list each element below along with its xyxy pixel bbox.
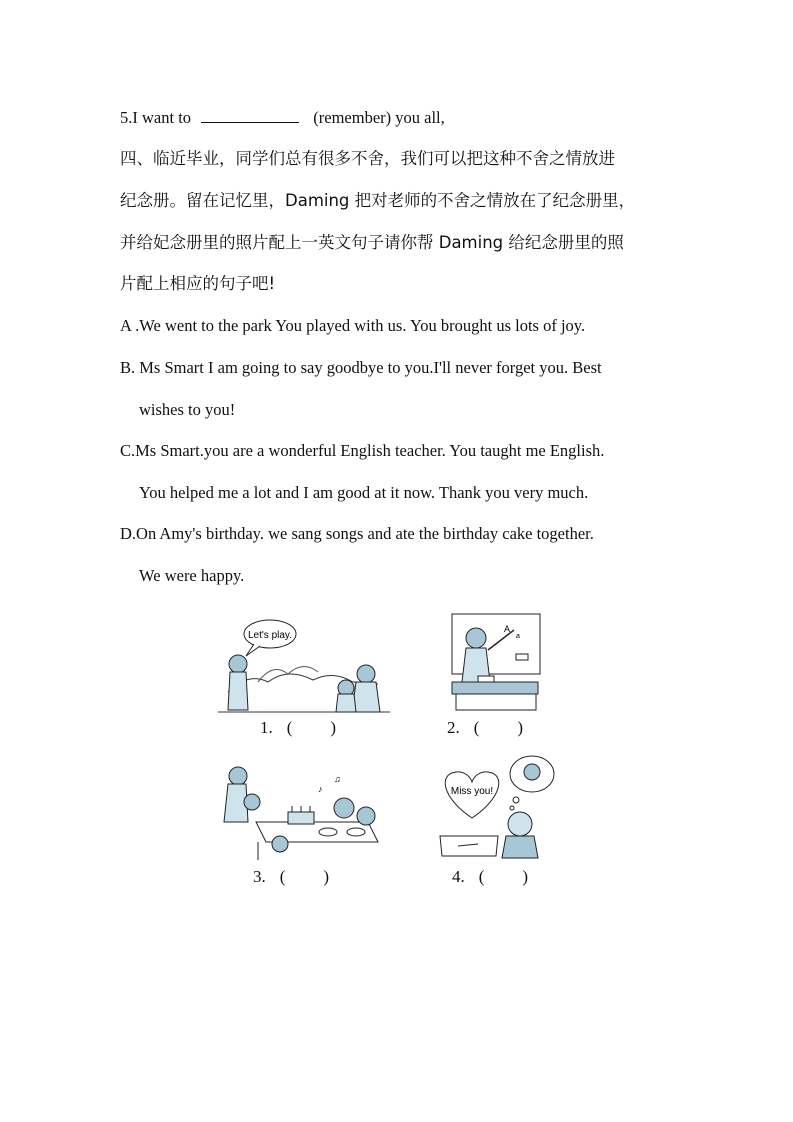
picture-1-caption: 1. ( ) [260,718,337,737]
option-a: A .We went to the park You played with us. You brought us lots of joy. [120,316,586,335]
option-b-line-1: B. Ms Smart I am going to say goodbye to you.I'll never forget you. Best [120,358,602,377]
option-d-line-1: D.On Amy's birthday. we sang songs and ate the birthday cake together. [120,524,594,543]
question-5 [120,108,445,128]
picture-4-caption: 4. ( ) [452,867,529,886]
picture-4-bubble: Miss you! [450,786,494,797]
option-c-line-1: C.Ms Smart.you are a wonderful English teacher. You taught me English. [120,441,605,460]
question-5-suffix: (remember) you all, [313,108,445,127]
svg-text:A: A [504,624,511,634]
svg-text:♫: ♫ [334,774,341,784]
picture-2-classroom [448,612,543,712]
picture-1-park [218,612,390,714]
answer-blank[interactable] [201,108,299,123]
picture-3-birthday [218,762,383,862]
option-c-line-2: You helped me a lot and I am good at it now. Thank you very much. [139,483,589,502]
svg-text:a: a [516,633,520,640]
section-4-line-4: 片配上相应的句子吧! [120,274,276,293]
picture-1-bubble: Let's play. [248,630,292,641]
section-4-line-3: 并给妃念册里的照片配上一英文句子请你帮 Daming 给纪念册里的照 [120,233,624,252]
picture-3-caption: 3. ( ) [253,867,330,886]
section-4-line-2: 纪念册。留在记忆里，Daming 把对老师的不舍之情放在了纪念册里， [120,191,636,210]
option-b-line-2: wishes to you! [139,400,236,419]
picture-4-miss-you [438,752,558,860]
question-5-prefix: 5.I want to [120,108,192,127]
svg-text:♪: ♪ [318,784,323,794]
option-d-line-2: We were happy. [139,566,245,585]
section-4-line-1: 四、临近毕业，同学们总有很多不舍，我们可以把这种不舍之情放进 [120,149,615,168]
picture-2-caption: 2. ( ) [447,718,524,737]
